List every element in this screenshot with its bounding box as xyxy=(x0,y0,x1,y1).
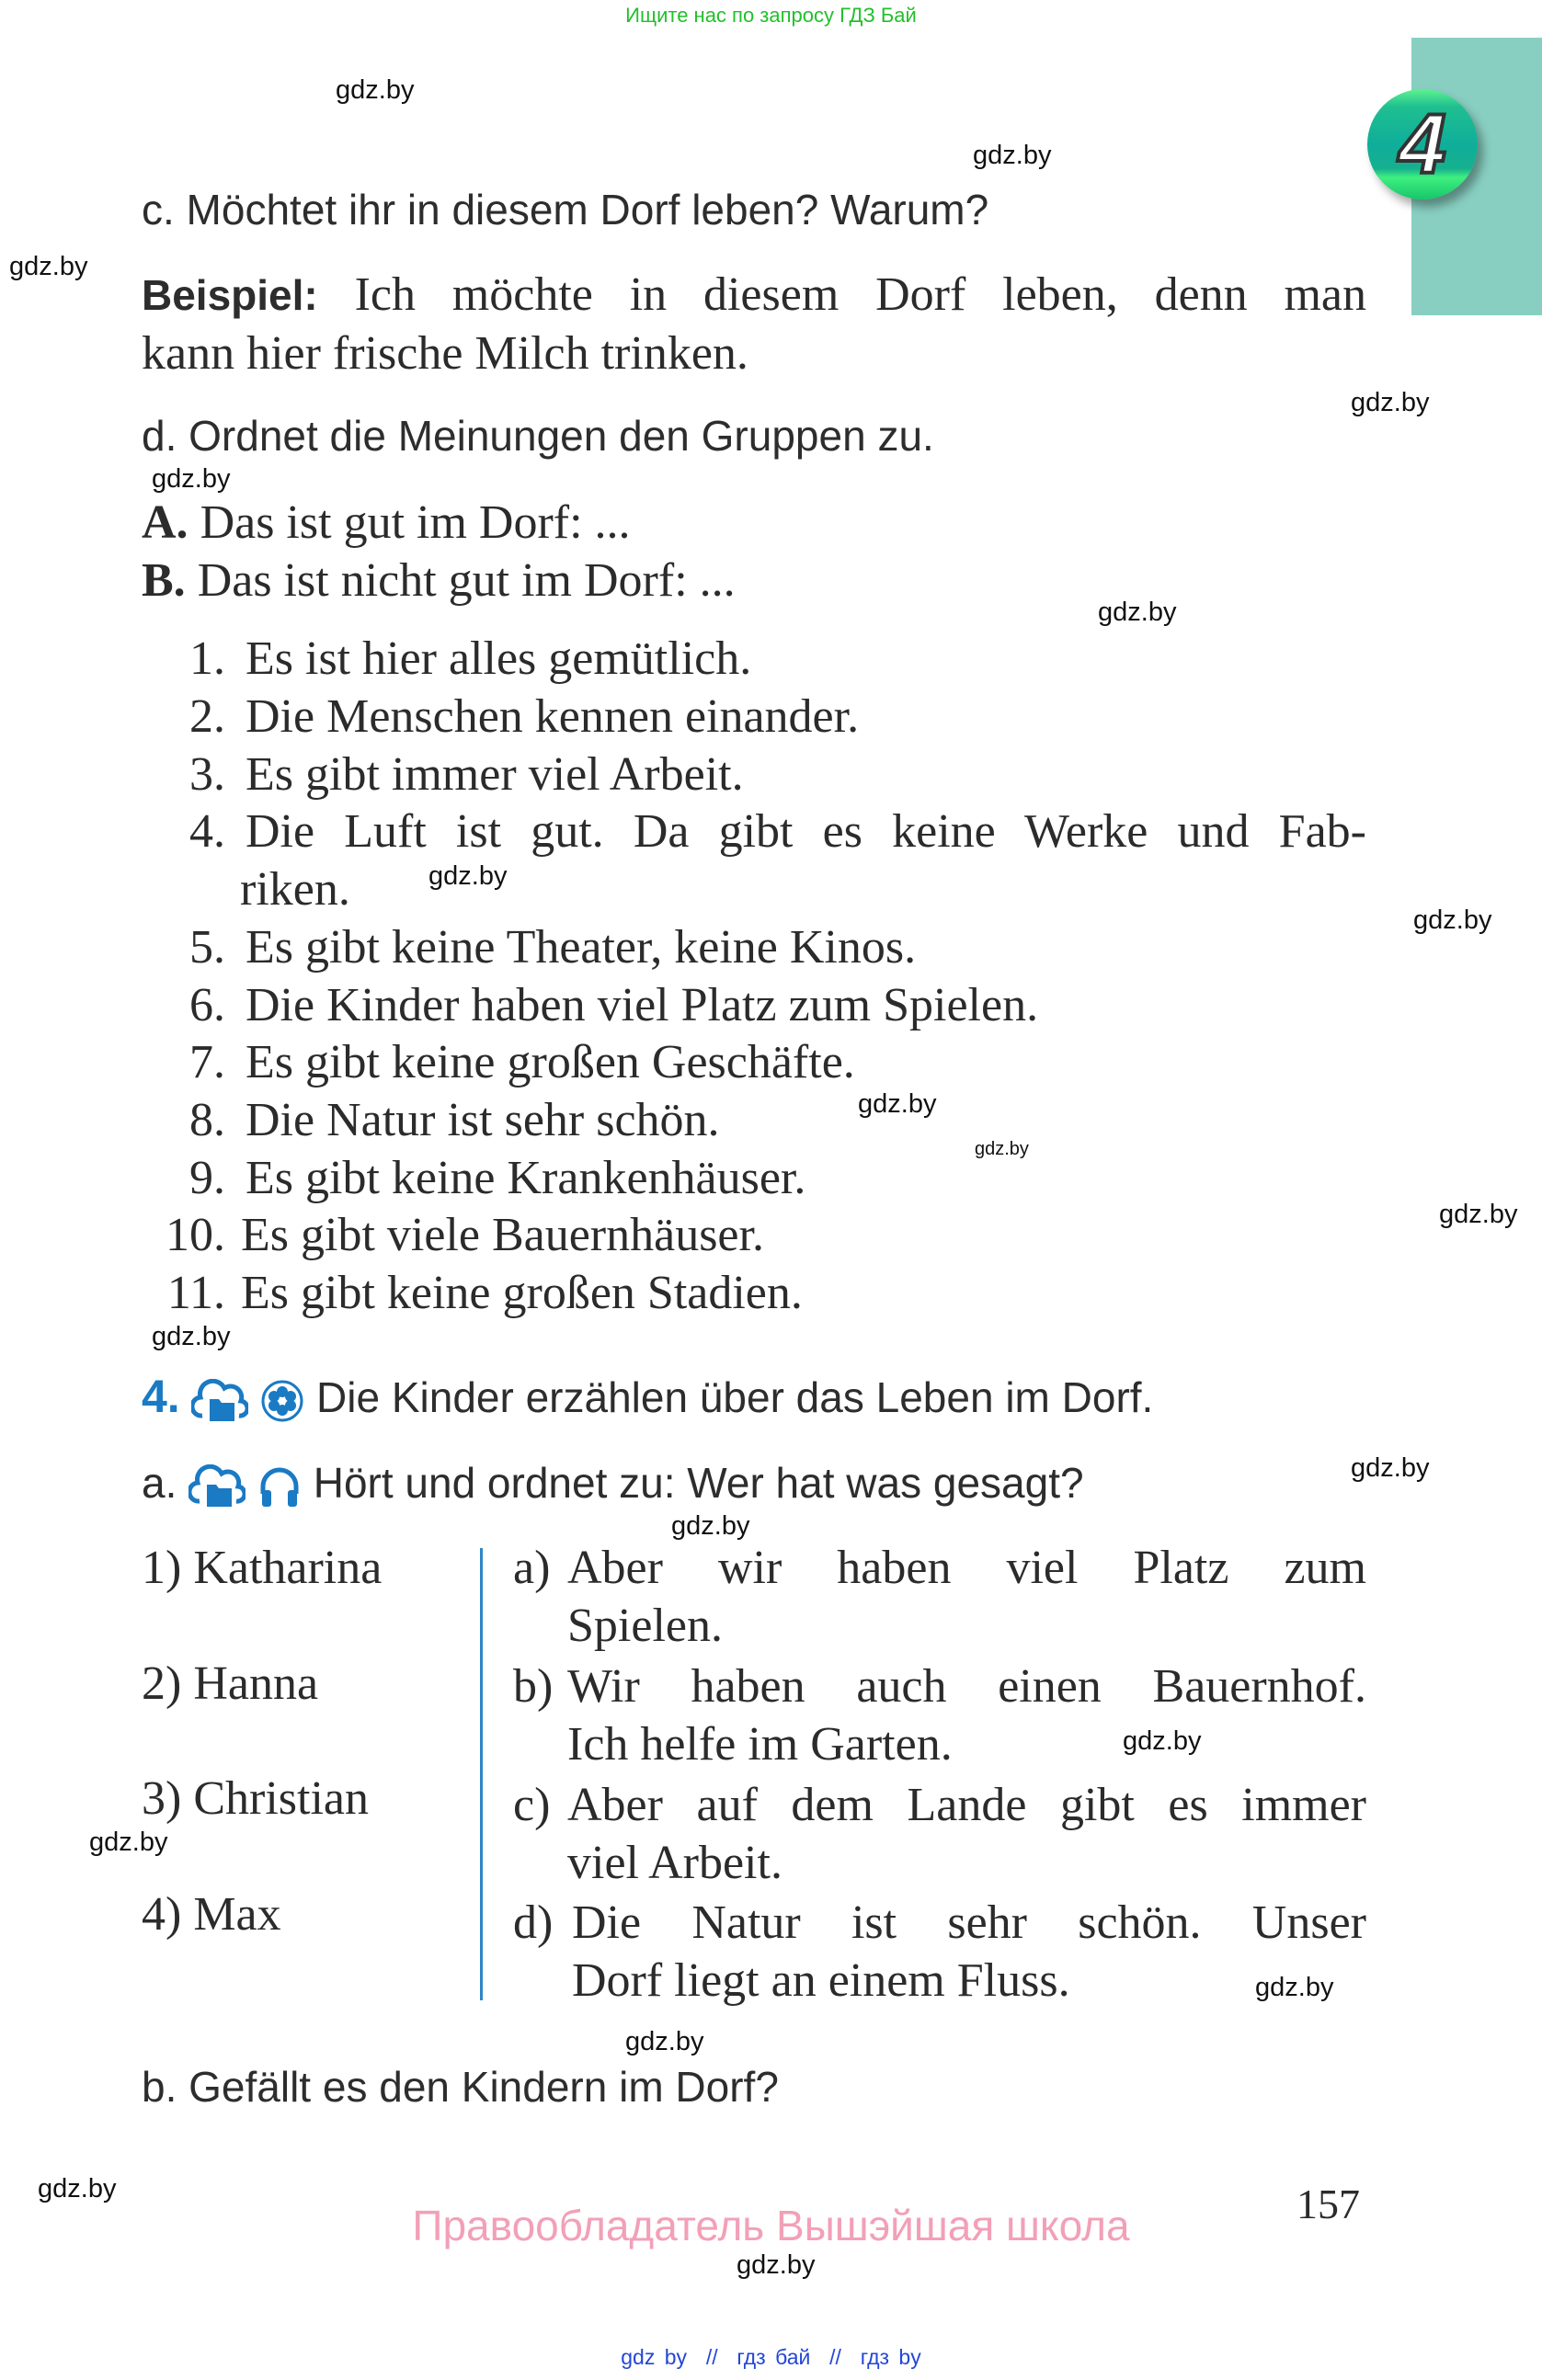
group-a xyxy=(142,495,631,552)
quote-line: Spielen. xyxy=(567,1600,723,1652)
watermark: gdz.by xyxy=(973,141,1052,170)
top-banner[interactable]: Ищите нас по запросу ГДЗ Бай xyxy=(625,4,917,27)
list-item: Es gibt viele Bauernhäuser. xyxy=(241,1209,764,1261)
watermark: gdz.by xyxy=(1351,1453,1430,1483)
watermark: gdz.by xyxy=(1098,598,1177,627)
group-letter: B. xyxy=(142,554,186,607)
quote-line: Ich helfe im Garten. xyxy=(567,1718,953,1771)
quote-letter: c) xyxy=(513,1779,551,1831)
list-item: Es gibt keine Krankenhäuser. xyxy=(246,1152,806,1204)
footer-separator: // xyxy=(829,2345,841,2369)
watermark: gdz.by xyxy=(1123,1726,1202,1756)
list-item: Die Kinder haben viel Platz zum Spielen. xyxy=(246,979,1039,1031)
item-number: 8. xyxy=(189,1094,225,1146)
watermark: gdz.by xyxy=(1255,1973,1334,2002)
part-title: Hört und ordnet zu: Wer hat was gesagt? xyxy=(313,1459,1084,1507)
group-b xyxy=(142,552,736,609)
quote-letter: a) xyxy=(513,1542,551,1594)
speaker-name: 4) Max xyxy=(142,1888,281,1941)
quote-line: Die Natur ist sehr schön. Unser xyxy=(572,1896,1366,1949)
cloud-folder-icon xyxy=(188,1464,246,1509)
watermark: gdz.by xyxy=(152,1322,231,1351)
speaker-name: 3) Christian xyxy=(142,1772,369,1825)
watermark: gdz.by xyxy=(1413,905,1492,935)
watermark: gdz.by xyxy=(428,861,508,891)
exercise-4b-heading: b. Gefällt es den Kindern im Dorf? xyxy=(142,2063,779,2111)
copyright-notice: Правообладатель Вышэйшая школа xyxy=(412,2202,1130,2249)
quote-letter: d) xyxy=(513,1896,554,1949)
page-number: 157 xyxy=(1296,2181,1360,2227)
watermark: gdz.by xyxy=(858,1089,937,1119)
list-item: Die Menschen kennen einander. xyxy=(246,690,860,743)
headphones-icon[interactable] xyxy=(257,1464,302,1509)
list-item: Die Luft ist gut. Da gibt es keine Werke und Fab- xyxy=(246,805,1366,858)
speaker-name: 1) Katharina xyxy=(142,1542,383,1594)
list-item-continuation: riken. xyxy=(240,863,350,916)
group-letter: A. xyxy=(142,496,188,549)
quote-line: Aber auf dem Lande gibt es immer xyxy=(567,1779,1366,1831)
speaker-name: 2) Hanna xyxy=(142,1657,319,1710)
group-text: Das ist nicht gut im Dorf: ... xyxy=(197,554,736,607)
quote-line: Dorf liegt an einem Fluss. xyxy=(572,1954,1070,2007)
cloud-folder-icon xyxy=(191,1379,248,1423)
section-c-heading: c. Möchtet ihr in diesem Dorf leben? Warum? xyxy=(142,186,989,233)
watermark: gdz.by xyxy=(9,252,88,281)
item-number: 7. xyxy=(189,1036,225,1088)
exercise-4a-heading xyxy=(142,1453,1084,1512)
watermark: gdz.by xyxy=(625,2027,704,2056)
example-text: Ich möchte in diesem Dorf leben, denn man xyxy=(354,268,1367,321)
footer-links xyxy=(621,2344,920,2370)
list-item: Es gibt keine Theater, keine Kinos. xyxy=(246,921,917,974)
watermark: gdz.by xyxy=(1351,388,1430,417)
example-line-2: kann hier frische Milch trinken. xyxy=(142,327,748,380)
item-number: 9. xyxy=(189,1152,225,1204)
list-item: Es ist hier alles gemütlich. xyxy=(246,632,752,685)
watermark: gdz.by xyxy=(38,2174,117,2203)
watermark: gdz.by xyxy=(89,1828,168,1857)
quote-letter: b) xyxy=(513,1660,554,1713)
example-label: Beispiel: xyxy=(142,271,318,319)
group-text: Das ist gut im Dorf: ... xyxy=(200,496,631,549)
item-number: 2. xyxy=(189,690,225,743)
item-number: 3. xyxy=(189,748,225,801)
footer-link[interactable]: гдз by xyxy=(860,2345,921,2369)
example-line-1 xyxy=(142,267,1366,324)
watermark: gdz.by xyxy=(152,464,231,494)
list-item: Es gibt keine großen Stadien. xyxy=(241,1267,803,1319)
watermark: gdz.by xyxy=(1439,1200,1518,1229)
exercise-title: Die Kinder erzählen über das Leben im Dorf. xyxy=(316,1373,1154,1421)
item-number: 1. xyxy=(189,632,225,685)
column-divider xyxy=(480,1548,483,2000)
quote-line: Wir haben auch einen Bauernhof. xyxy=(567,1660,1366,1713)
footer-link[interactable]: gdz by xyxy=(621,2345,688,2369)
section-d-heading: d. Ordnet die Meinungen den Gruppen zu. xyxy=(142,412,934,460)
footer-link[interactable]: гдз бай xyxy=(737,2345,811,2369)
list-item: Es gibt immer viel Arbeit. xyxy=(246,748,744,801)
quote-line: Aber wir haben viel Platz zum xyxy=(567,1542,1366,1594)
exercise-4-heading xyxy=(142,1367,1153,1426)
item-number: 6. xyxy=(189,979,225,1031)
watermark: gdz.by xyxy=(671,1511,750,1541)
list-item: Es gibt keine großen Geschäfte. xyxy=(246,1036,855,1088)
item-number: 5. xyxy=(189,921,225,974)
quote-line: viel Arbeit. xyxy=(567,1837,782,1889)
watermark: gdz.by xyxy=(737,2250,816,2280)
item-number: 10. xyxy=(166,1209,225,1261)
chapter-number: 4 xyxy=(1399,97,1446,191)
item-number: 4. xyxy=(189,805,225,858)
part-label: a. xyxy=(142,1459,177,1507)
chapter-badge xyxy=(1367,89,1478,199)
item-number: 11. xyxy=(166,1267,225,1319)
list-item: Die Natur ist sehr schön. xyxy=(246,1094,720,1146)
watermark: gdz.by xyxy=(975,1139,1029,1159)
flower-icon xyxy=(260,1379,304,1423)
footer-separator: // xyxy=(705,2345,718,2369)
exercise-number: 4. xyxy=(142,1371,180,1422)
watermark: gdz.by xyxy=(336,75,415,105)
